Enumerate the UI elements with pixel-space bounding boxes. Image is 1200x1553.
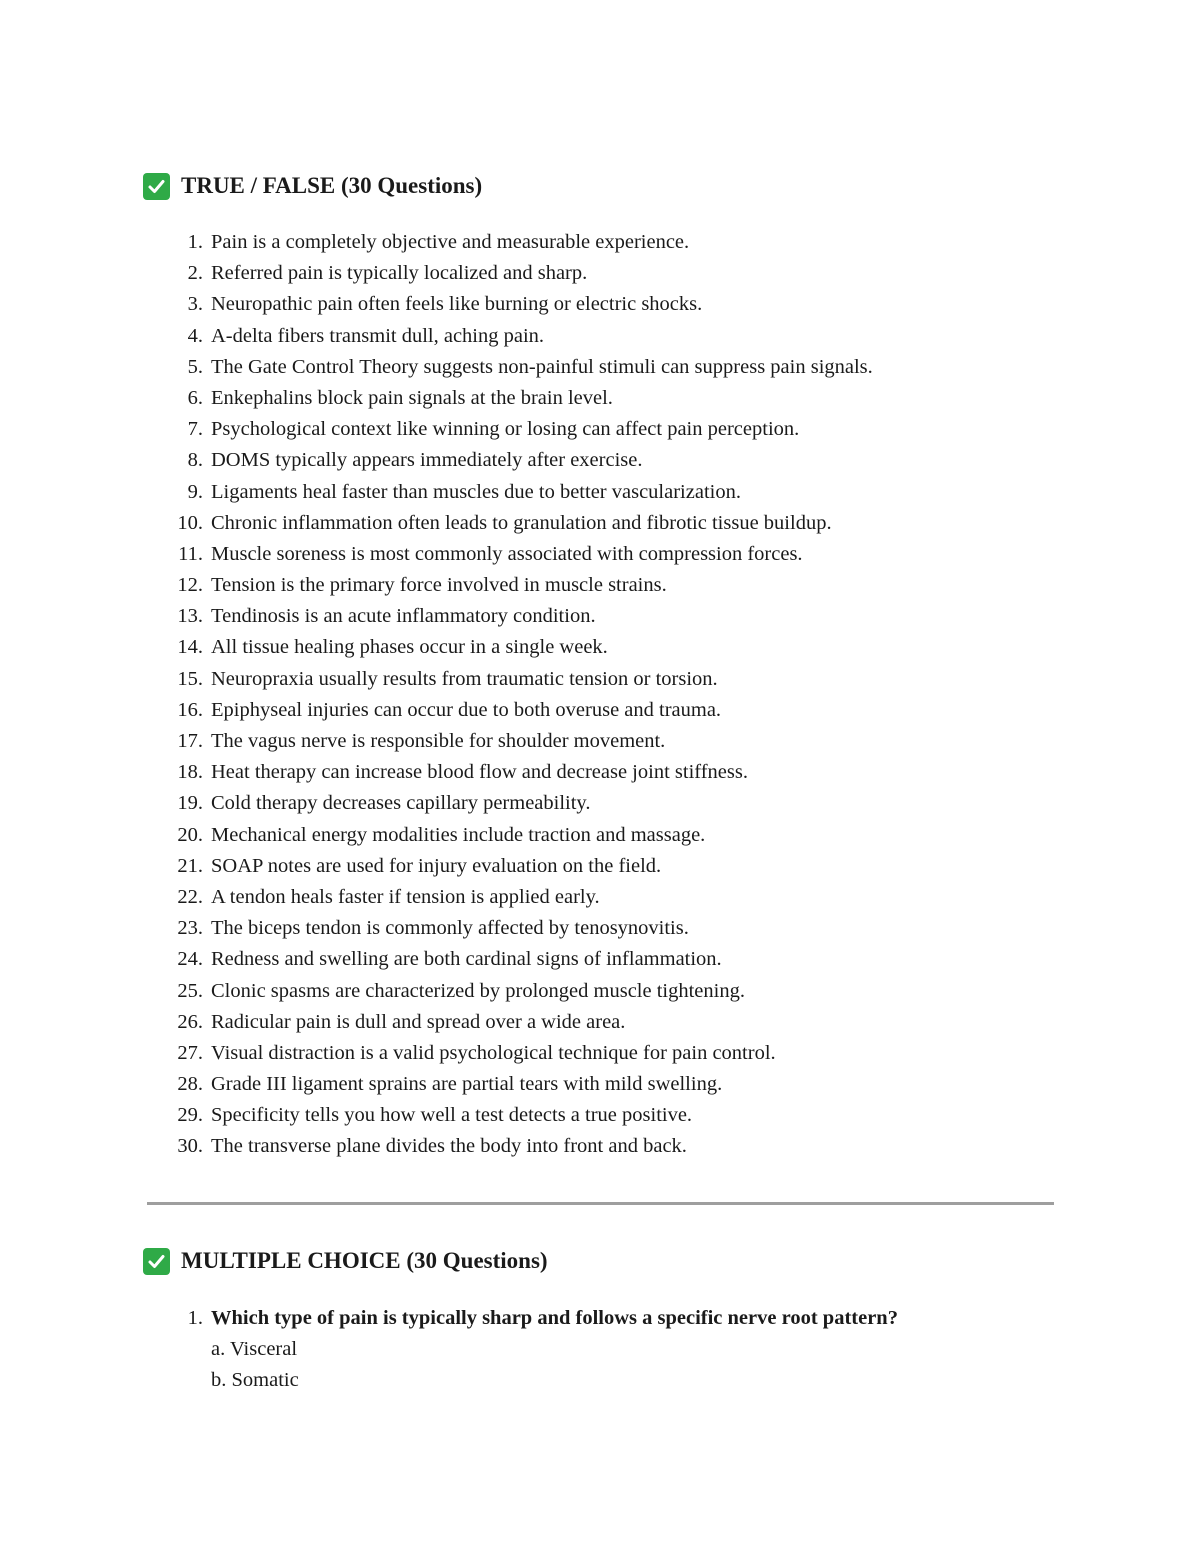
tf-question-number: 26.: [177, 1010, 203, 1033]
check-mark-icon: [143, 1248, 170, 1275]
tf-question-number: 28.: [177, 1073, 203, 1096]
tf-question-text: Epiphyseal injuries can occur due to both overuse and trauma.: [211, 698, 722, 721]
tf-question-item: [0, 1132, 1200, 1163]
tf-question-text: Specificity tells you how well a test detects a true positive.: [211, 1104, 693, 1127]
tf-question-number: 3.: [187, 293, 203, 316]
tf-question-number: 2.: [187, 262, 203, 285]
tf-question-text: Radicular pain is dull and spread over a wide area.: [211, 1010, 626, 1033]
tf-question-text: Mechanical energy modalities include traction and massage.: [211, 823, 706, 846]
tf-question-number: 11.: [178, 542, 203, 565]
tf-question-item: [0, 353, 1200, 384]
tf-question-number: 29.: [177, 1104, 203, 1127]
mc-question-number: 1.: [187, 1307, 203, 1329]
tf-question-item: [0, 789, 1200, 820]
tf-question-item: [0, 665, 1200, 696]
check-mark-icon: [143, 173, 170, 200]
tf-question-text: Pain is a completely objective and measurable experience.: [211, 231, 690, 253]
tf-question-item: [0, 758, 1200, 789]
tf-question-item: [0, 446, 1200, 477]
tf-question-text: Neuropathic pain often feels like burning or electric shocks.: [211, 293, 703, 316]
tf-question-item: [0, 883, 1200, 914]
tf-question-text: Neuropraxia usually results from traumatic tension or torsion.: [211, 667, 718, 690]
tf-question-item: [0, 571, 1200, 602]
tf-question-number: 8.: [187, 449, 203, 472]
tf-question-item: [0, 228, 1200, 259]
tf-question-number: 7.: [187, 418, 203, 441]
tf-question-item: [0, 540, 1200, 571]
true-false-question-list: [0, 228, 1200, 1164]
tf-question-item: [0, 322, 1200, 353]
multiple-choice-heading-text: MULTIPLE CHOICE (30 Questions): [181, 1248, 548, 1273]
true-false-heading: [143, 171, 482, 201]
tf-question-number: 25.: [177, 979, 203, 1002]
tf-question-text: Tension is the primary force involved in muscle strains.: [211, 574, 667, 597]
tf-question-number: 1.: [187, 231, 203, 253]
tf-question-text: All tissue healing phases occur in a single week.: [211, 636, 608, 659]
tf-question-number: 14.: [177, 636, 203, 659]
tf-question-item: [0, 602, 1200, 633]
tf-question-text: Grade III ligament sprains are partial tears with mild swelling.: [211, 1073, 723, 1096]
tf-question-item: [0, 1039, 1200, 1070]
tf-question-text: Clonic spasms are characterized by prolonged muscle tightening.: [211, 979, 745, 1002]
tf-question-item: [0, 290, 1200, 321]
tf-question-number: 9.: [187, 480, 203, 503]
tf-question-number: 27.: [177, 1041, 203, 1064]
tf-question-number: 15.: [177, 667, 203, 690]
tf-question-text: Psychological context like winning or losing can affect pain perception.: [211, 418, 800, 441]
tf-question-item: [0, 1101, 1200, 1132]
tf-question-text: Tendinosis is an acute inflammatory condition.: [211, 605, 596, 628]
tf-question-text: Referred pain is typically localized and sharp.: [211, 262, 588, 285]
tf-question-item: [0, 1008, 1200, 1039]
tf-question-number: 4.: [187, 324, 203, 347]
tf-question-item: [0, 852, 1200, 883]
true-false-heading-text: TRUE / FALSE (30 Questions): [181, 173, 483, 198]
tf-question-number: 18.: [177, 761, 203, 784]
tf-question-item: [0, 914, 1200, 945]
mc-option-a: a. Visceral: [211, 1338, 298, 1360]
tf-question-number: 13.: [177, 605, 203, 628]
tf-question-number: 22.: [177, 885, 203, 908]
tf-question-number: 30.: [177, 1135, 203, 1158]
tf-question-number: 12.: [177, 574, 203, 597]
tf-question-text: DOMS typically appears immediately after exercise.: [211, 449, 643, 472]
tf-question-number: 6.: [187, 386, 203, 409]
tf-question-number: 5.: [187, 355, 203, 378]
tf-question-text: A-delta fibers transmit dull, aching pain.: [211, 324, 545, 347]
tf-question-number: 10.: [177, 511, 203, 534]
tf-question-text: Cold therapy decreases capillary permeability.: [211, 792, 591, 815]
tf-question-text: Heat therapy can increase blood flow and decrease joint stiffness.: [211, 761, 748, 784]
tf-question-item: [0, 1070, 1200, 1101]
tf-question-number: 17.: [177, 730, 203, 752]
tf-question-item: [0, 727, 1200, 758]
tf-question-number: 19.: [177, 792, 203, 815]
tf-question-text: Ligaments heal faster than muscles due to better vascularization.: [211, 480, 741, 503]
tf-question-item: [0, 945, 1200, 976]
tf-question-number: 23.: [177, 917, 203, 940]
tf-question-item: [0, 509, 1200, 540]
tf-question-text: The vagus nerve is responsible for shoulder movement.: [211, 730, 666, 752]
tf-question-item: [0, 696, 1200, 727]
tf-question-text: The transverse plane divides the body into front and back.: [211, 1135, 687, 1158]
tf-question-text: SOAP notes are used for injury evaluation on the field.: [211, 854, 662, 877]
tf-question-text: Visual distraction is a valid psychological technique for pain control.: [211, 1041, 776, 1064]
tf-question-item: [0, 384, 1200, 415]
tf-question-text: The Gate Control Theory suggests non-painful stimuli can suppress pain signals.: [211, 355, 873, 378]
tf-question-text: A tendon heals faster if tension is applied early.: [211, 885, 600, 908]
tf-question-text: Redness and swelling are both cardinal signs of inflammation.: [211, 948, 722, 971]
tf-question-text: Chronic inflammation often leads to granulation and fibrotic tissue buildup.: [211, 511, 832, 534]
mc-option-b: b. Somatic: [211, 1369, 299, 1391]
tf-question-item: [0, 821, 1200, 852]
tf-question-item: [0, 415, 1200, 446]
tf-question-text: Enkephalins block pain signals at the brain level.: [211, 386, 613, 409]
tf-question-number: 21.: [177, 854, 203, 877]
tf-question-item: [0, 977, 1200, 1008]
tf-question-number: 20.: [177, 823, 203, 846]
tf-question-text: The biceps tendon is commonly affected by tenosynovitis.: [211, 917, 689, 940]
mc-question-text: Which type of pain is typically sharp and follows a specific nerve root pattern?: [211, 1307, 898, 1329]
tf-question-item: [0, 478, 1200, 509]
multiple-choice-heading: [143, 1246, 548, 1276]
tf-question-number: 24.: [177, 948, 203, 971]
tf-question-text: Muscle soreness is most commonly associated with compression forces.: [211, 542, 803, 565]
section-divider: [147, 1202, 1054, 1205]
tf-question-item: [0, 259, 1200, 290]
tf-question-item: [0, 633, 1200, 664]
tf-question-number: 16.: [177, 698, 203, 721]
